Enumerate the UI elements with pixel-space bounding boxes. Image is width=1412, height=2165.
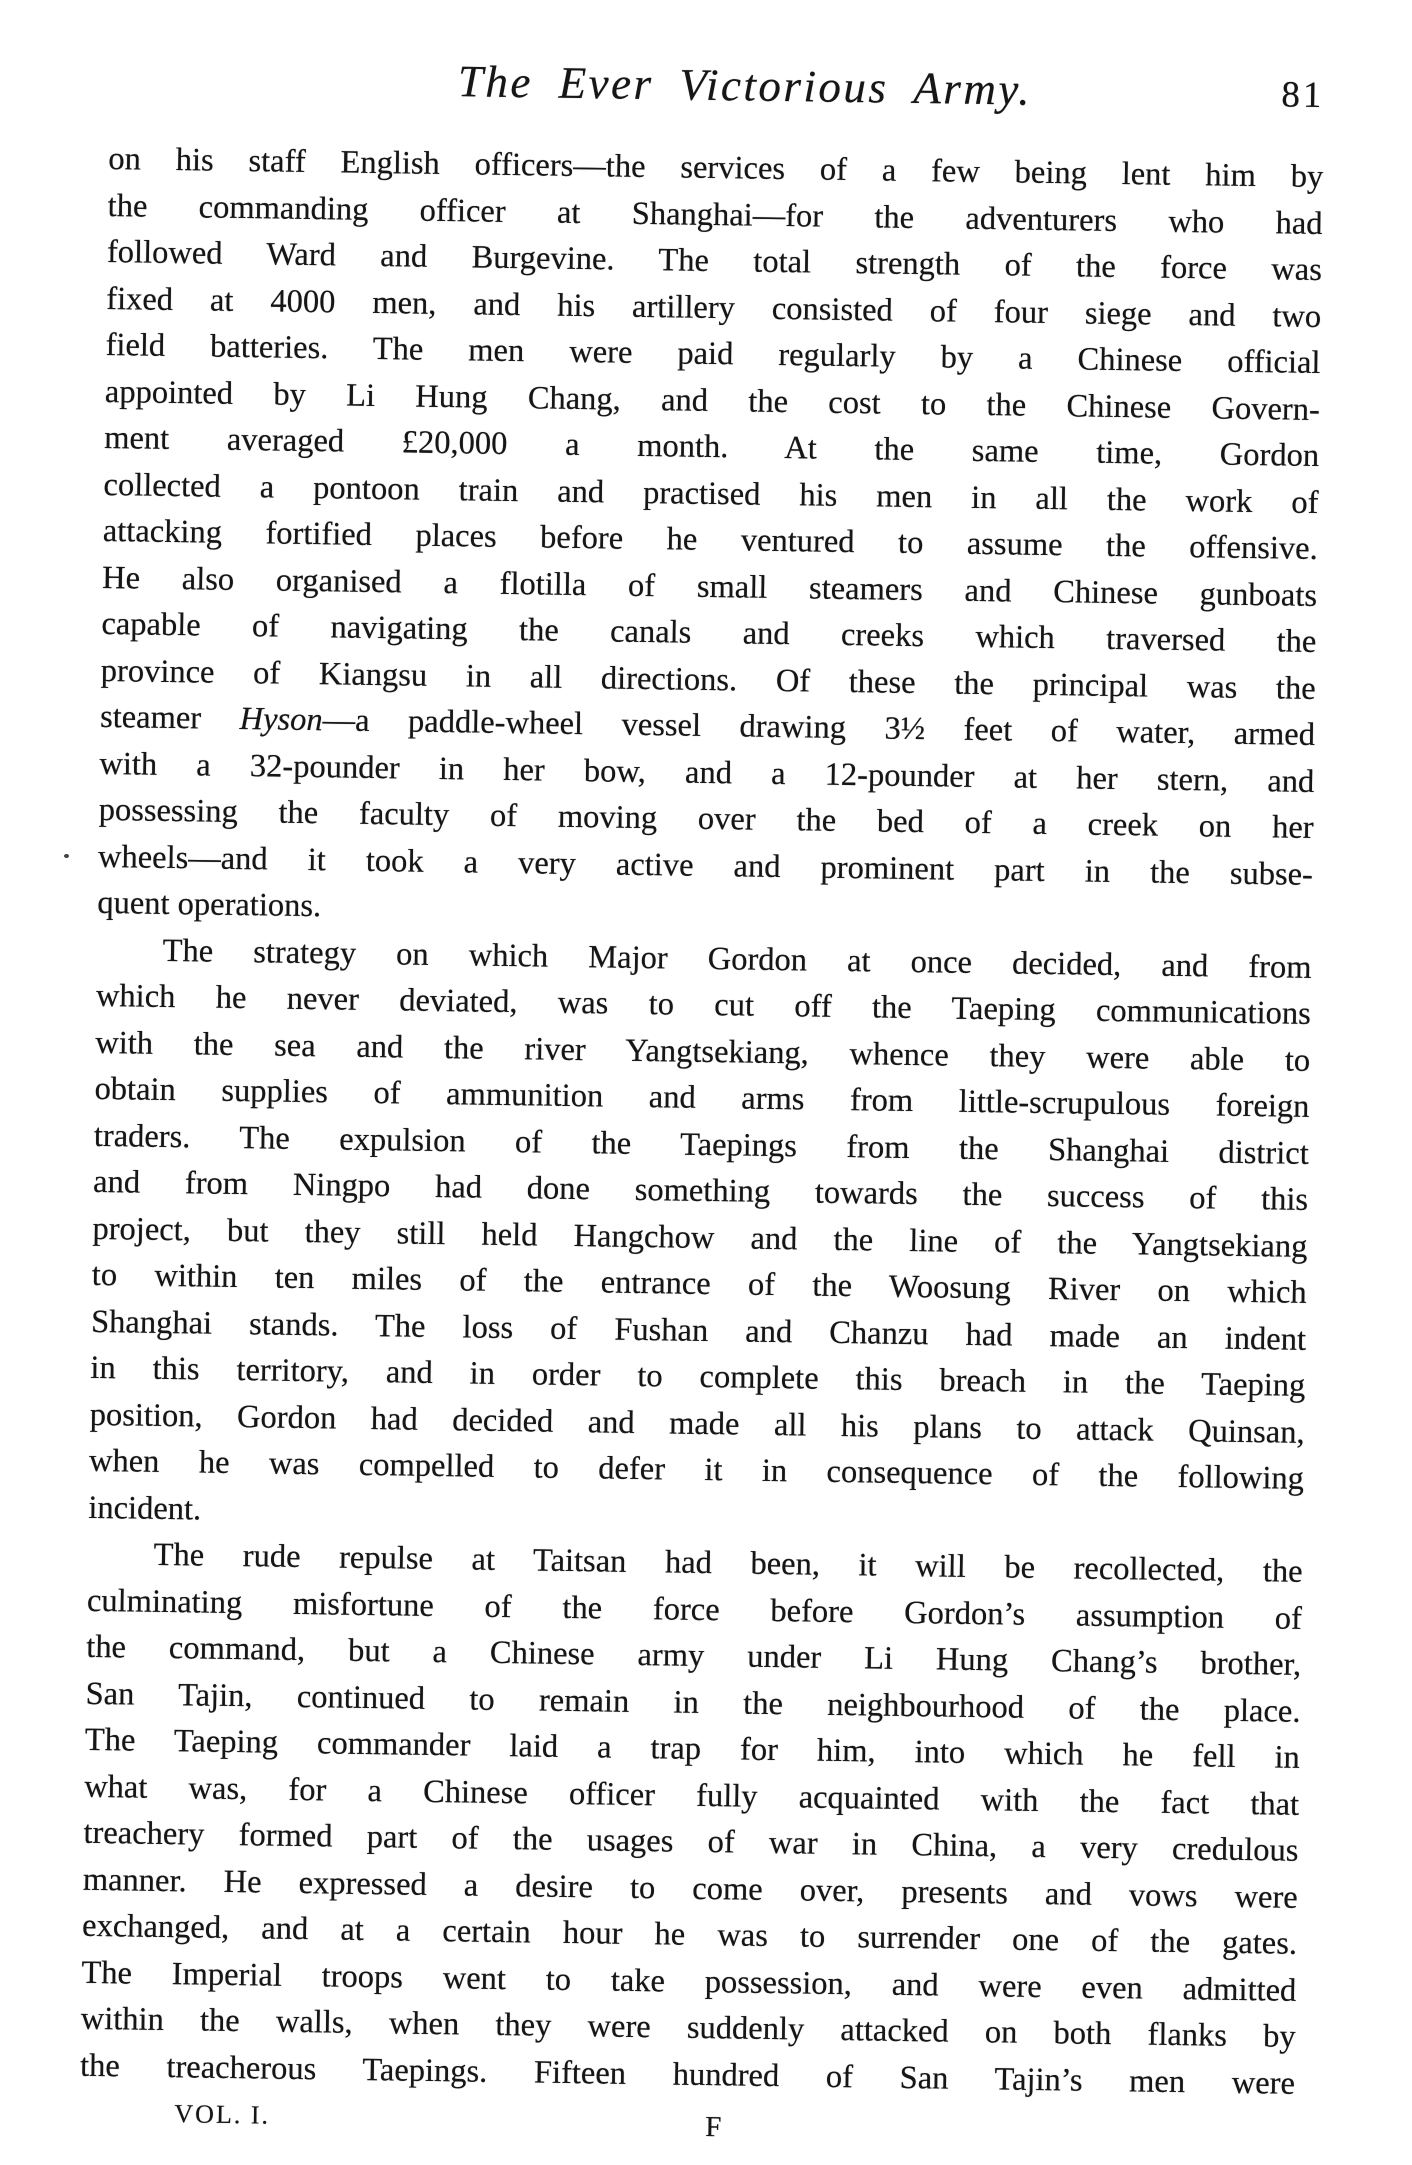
body-line: ment averaged £20,000 a month. At the same time, Gordon [103,419,1320,474]
body-line: province of Kiangsu in all directions. Of these the principal was the [100,652,1316,707]
body-line: the commanding officer at Shanghai—for the adventurers who had [107,187,1323,242]
page-header [109,50,1325,154]
body-line: which he never deviated, was to cut off the Taeping communications [95,977,1312,1032]
scan-speck [64,854,69,858]
body-line: steamer Hyson—a paddle-wheel vessel drawing 3½ feet of water, armed [99,698,1316,753]
body-line: The Taeping commander laid a trap for him, into which he fell in [84,1721,1301,1776]
body-line: within the walls, when they were suddenly attacked on both flanks by [80,2000,1296,2055]
body-line: traders. The expulsion of the Taepings from the Shanghai district [93,1117,1310,1172]
body-line: treachery formed part of the usages of war in China, a very credulous [83,1814,1299,1869]
body-line: manner. He expressed a desire to come over, presents and vows were [82,1861,1298,1916]
body-line: wheels—and it took a very active and prominent part in the subse- [97,838,1314,893]
running-title: The Ever Victorious Army. [457,56,1033,115]
body-line: the treacherous Taepings. Fifteen hundred of San Tajin’s men were [79,2047,1296,2102]
body-line: The strategy on which Major Gordon at once decided, and from [162,932,1312,986]
body-line: and from Ningpo had done something towards the success of this [92,1163,1309,1218]
page-footer [79,2098,1295,2160]
body-line: to within ten miles of the entrance of the Woosung River on which [91,1256,1307,1311]
body-line: The rude repulse at Taitsan had been, it will be recollected, the [153,1536,1303,1590]
body-line: on his staff English officers—the services of a few being lent him by [108,140,1324,196]
body-line: incident. [88,1489,202,1528]
body-line: position, Gordon had decided and made all his plans to attack Quinsan, [89,1396,1305,1451]
scanned-content [79,50,1325,2160]
body-line: in this territory, and in order to complete this breach in the Taeping [90,1349,1306,1404]
body-line: possessing the faculty of moving over the bed of a creek on her [98,791,1314,846]
body-line: project, but they still held Hangchow and the line of the Yangtsekiang [92,1210,1308,1265]
body-line: fixed at 4000 men, and his artillery consisted of four siege and two [106,280,1322,335]
body-line: field batteries. The men were paid regularly by a Chinese official [105,326,1321,381]
body-line: appointed by Li Hung Chang, and the cost to the Chinese Govern- [104,373,1321,428]
page-number: 81 [1281,74,1325,117]
body-line: Shanghai stands. The loss of Fushan and Chanzu had made an indent [90,1303,1307,1358]
body-line: capable of navigating the canals and creeks which traversed the [101,605,1317,660]
body-line: exchanged, and at a certain hour he was to surrender one of the gates. [81,1907,1298,1962]
body-line: collected a pontoon train and practised his men in all the work of [103,466,1319,521]
body-line: attacking fortified places before he ventured to assume the offensive. [102,512,1318,567]
body-line: He also organised a flotilla of small steamers and Chinese gunboats [101,559,1318,614]
body-line: followed Ward and Burgevine. The total strength of the force was [106,233,1323,289]
signature-mark: F [705,2111,722,2144]
body-line: The Imperial troops went to take possession, and were even admitted [81,1954,1297,2009]
body-line: when he was compelled to defer it in consequence of the following [88,1442,1305,1497]
body-text [80,136,1324,2107]
body-line: the command, but a Chinese army under Li Hung Chang’s brother, [86,1628,1302,1683]
body-line: obtain supplies of ammunition and arms from little-scrupulous foreign [94,1070,1310,1125]
body-line: what was, for a Chinese officer fully acquainted with the fact that [83,1768,1300,1823]
body-line: quent operations. [97,884,322,925]
body-line: with a 32-pounder in her bow, and a 12-pounder at her stern, and [99,745,1315,800]
body-line: with the sea and the river Yangtsekiang, whence they were able to [95,1024,1311,1079]
body-line: San Tajin, continued to remain in the neighbourhood of the place. [85,1675,1301,1730]
volume-label: VOL. I. [174,2099,271,2130]
body-line: culminating misfortune of the force before Gordon’s assumption of [86,1582,1303,1637]
